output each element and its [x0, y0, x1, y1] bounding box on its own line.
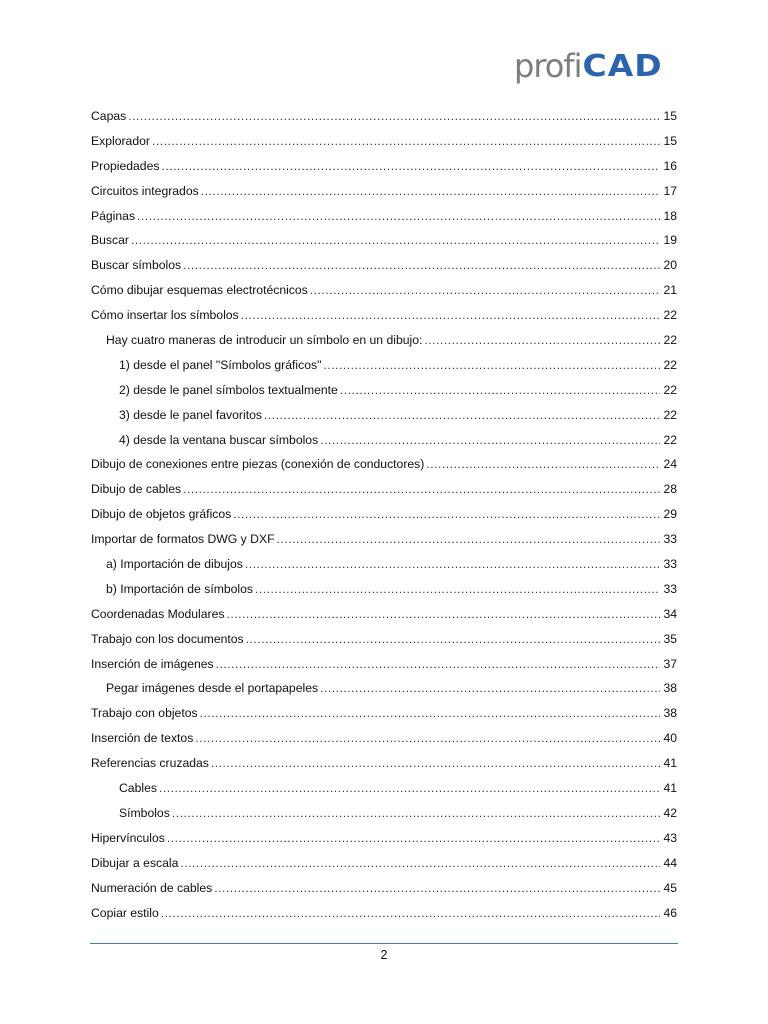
toc-dot-leader: [255, 579, 660, 599]
toc-entry[interactable]: [91, 654, 677, 679]
toc-entry[interactable]: [91, 504, 677, 529]
toc-entry[interactable]: [91, 778, 677, 803]
toc-dot-leader: [216, 654, 661, 674]
toc-entry-title: Pegar imágenes desde el portapapeles: [106, 681, 319, 696]
toc-dot-leader: [159, 778, 661, 798]
toc-dot-leader: [323, 355, 660, 375]
toc-entry[interactable]: [91, 405, 677, 430]
toc-entry-page-number: 35: [663, 631, 677, 646]
toc-entry-page-number: 20: [663, 258, 677, 273]
toc-dot-leader: [201, 181, 661, 201]
toc-entry-page-number: 16: [663, 158, 677, 173]
toc-entry[interactable]: [91, 703, 677, 728]
toc-entry[interactable]: [91, 554, 677, 579]
toc-entry-page-number: 29: [663, 507, 677, 522]
toc-entry-title: Hipervínculos: [91, 830, 165, 845]
toc-entry-title: Hay cuatro maneras de introducir un símbolo en un dibujo:: [106, 333, 423, 348]
toc-dot-leader: [183, 479, 660, 499]
table-of-contents: [91, 106, 677, 927]
toc-dot-leader: [245, 554, 661, 574]
page-number: 2: [380, 948, 388, 962]
toc-entry[interactable]: [91, 629, 677, 654]
toc-dot-leader: [200, 703, 661, 723]
toc-entry-title: Cables: [119, 781, 157, 796]
toc-entry[interactable]: [91, 604, 677, 629]
toc-entry-page-number: 33: [663, 532, 677, 547]
toc-entry-page-number: 22: [663, 432, 677, 447]
toc-entry-title: Inserción de imágenes: [91, 656, 214, 671]
toc-dot-leader: [195, 728, 660, 748]
toc-entry-page-number: 38: [663, 681, 677, 696]
toc-dot-leader: [424, 330, 660, 350]
toc-dot-leader: [233, 504, 660, 524]
toc-dot-leader: [426, 454, 660, 474]
toc-entry-title: Dibujar a escala: [91, 855, 179, 870]
footer-rule: [90, 943, 678, 944]
toc-entry-page-number: 22: [663, 357, 677, 372]
toc-dot-leader: [214, 878, 660, 898]
toc-entry-title: Dibujo de objetos gráficos: [91, 507, 232, 522]
toc-entry[interactable]: [91, 753, 677, 778]
toc-entry-page-number: 19: [663, 233, 677, 248]
toc-entry-title: Trabajo con los documentos: [91, 631, 244, 646]
toc-entry[interactable]: [91, 454, 677, 479]
toc-dot-leader: [226, 604, 660, 624]
toc-entry[interactable]: [91, 255, 677, 280]
toc-entry-title: 2) desde le panel símbolos textualmente: [119, 382, 338, 397]
logo-cad-text: CAD: [582, 47, 663, 84]
logo-profi-text: profi: [514, 47, 582, 85]
toc-dot-leader: [131, 230, 661, 250]
toc-entry-page-number: 34: [663, 606, 677, 621]
toc-entry[interactable]: [91, 430, 677, 455]
toc-entry-page-number: 33: [663, 581, 677, 596]
toc-entry-page-number: 22: [663, 333, 677, 348]
toc-entry-title: b) Importación de símbolos: [106, 581, 253, 596]
toc-entry[interactable]: [91, 579, 677, 604]
toc-entry-page-number: 24: [663, 457, 677, 472]
toc-entry-title: Capas: [91, 109, 127, 123]
toc-entry-page-number: 17: [663, 183, 677, 198]
toc-dot-leader: [167, 828, 661, 848]
toc-entry-title: Cómo dibujar esquemas electrotécnicos: [91, 283, 308, 298]
toc-entry-page-number: 15: [663, 109, 677, 123]
toc-entry-page-number: 22: [663, 407, 677, 422]
toc-entry-title: a) Importación de dibujos: [106, 557, 243, 572]
toc-entry[interactable]: [91, 330, 677, 355]
toc-dot-leader: [320, 678, 660, 698]
toc-dot-leader: [128, 106, 660, 126]
toc-entry-title: Páginas: [91, 208, 136, 223]
toc-entry[interactable]: [91, 156, 677, 181]
toc-entry-title: Símbolos: [119, 805, 170, 820]
toc-entry-title: Trabajo con objetos: [91, 706, 198, 721]
toc-dot-leader: [246, 629, 661, 649]
toc-dot-leader: [161, 903, 661, 923]
toc-entry-page-number: 28: [663, 482, 677, 497]
toc-entry[interactable]: [91, 878, 677, 903]
toc-entry[interactable]: [91, 828, 677, 853]
toc-entry-page-number: 33: [663, 557, 677, 572]
toc-entry-page-number: 38: [663, 706, 677, 721]
toc-entry-title: Circuitos integrados: [91, 183, 199, 198]
toc-entry-page-number: 45: [663, 880, 677, 895]
toc-entry-title: 1) desde el panel "Símbolos gráficos": [119, 357, 322, 372]
toc-entry[interactable]: [91, 728, 677, 753]
toc-entry[interactable]: [91, 678, 677, 703]
toc-entry[interactable]: [91, 206, 677, 231]
toc-entry-title: Propiedades: [91, 158, 160, 173]
toc-entry-title: Inserción de textos: [91, 731, 194, 746]
toc-entry-title: Importar de formatos DWG y DXF: [91, 532, 275, 547]
toc-dot-leader: [264, 405, 660, 425]
toc-entry[interactable]: [91, 380, 677, 405]
toc-dot-leader: [241, 305, 661, 325]
toc-dot-leader: [320, 430, 660, 450]
toc-entry-title: Buscar símbolos: [91, 258, 182, 273]
toc-entry-title: Copiar estilo: [91, 905, 159, 920]
toc-entry-title: 4) desde la ventana buscar símbolos: [119, 432, 319, 447]
toc-entry[interactable]: [91, 529, 677, 554]
toc-entry[interactable]: [91, 355, 677, 380]
toc-dot-leader: [183, 255, 660, 275]
toc-entry-page-number: 44: [663, 855, 677, 870]
toc-entry-title: Dibujo de conexiones entre piezas (conexión de conductores): [91, 457, 425, 472]
toc-entry-title: Coordenadas Modulares: [91, 606, 225, 621]
toc-dot-leader: [180, 853, 660, 873]
toc-entry-title: Dibujo de cables: [91, 482, 182, 497]
toc-entry-page-number: 46: [663, 905, 677, 920]
toc-entry-page-number: 41: [663, 756, 677, 771]
toc-entry[interactable]: [91, 853, 677, 878]
toc-entry[interactable]: [91, 230, 677, 255]
toc-entry[interactable]: [91, 280, 677, 305]
toc-entry[interactable]: [91, 479, 677, 504]
toc-dot-leader: [172, 803, 661, 823]
toc-entry-page-number: 18: [663, 208, 677, 223]
toc-entry[interactable]: [91, 903, 677, 928]
toc-entry[interactable]: [91, 131, 677, 156]
toc-entry[interactable]: [91, 181, 677, 206]
toc-entry[interactable]: [91, 106, 677, 131]
toc-entry-page-number: 21: [663, 283, 677, 298]
toc-entry-title: Cómo insertar los símbolos: [91, 308, 239, 323]
toc-entry-page-number: 42: [663, 805, 677, 820]
toc-dot-leader: [152, 131, 660, 151]
toc-dot-leader: [137, 206, 660, 226]
toc-entry-title: Referencias cruzadas: [91, 756, 209, 771]
toc-entry-page-number: 22: [663, 382, 677, 397]
toc-dot-leader: [310, 280, 661, 300]
toc-entry[interactable]: [91, 803, 677, 828]
toc-entry-title: Buscar: [91, 233, 129, 248]
toc-entry-title: 3) desde le panel favoritos: [119, 407, 262, 422]
toc-entry-page-number: 15: [663, 133, 677, 148]
toc-entry-page-number: 40: [663, 731, 677, 746]
toc-dot-leader: [161, 156, 660, 176]
toc-entry-page-number: 37: [663, 656, 677, 671]
toc-entry[interactable]: [91, 305, 677, 330]
toc-dot-leader: [211, 753, 661, 773]
toc-dot-leader: [340, 380, 661, 400]
toc-entry-page-number: 43: [663, 830, 677, 845]
toc-dot-leader: [277, 529, 661, 549]
toc-entry-page-number: 22: [663, 308, 677, 323]
toc-entry-title: Numeración de cables: [91, 880, 213, 895]
proficad-logo: [514, 42, 674, 86]
toc-entry-page-number: 41: [663, 781, 677, 796]
toc-entry-title: Explorador: [91, 133, 150, 148]
